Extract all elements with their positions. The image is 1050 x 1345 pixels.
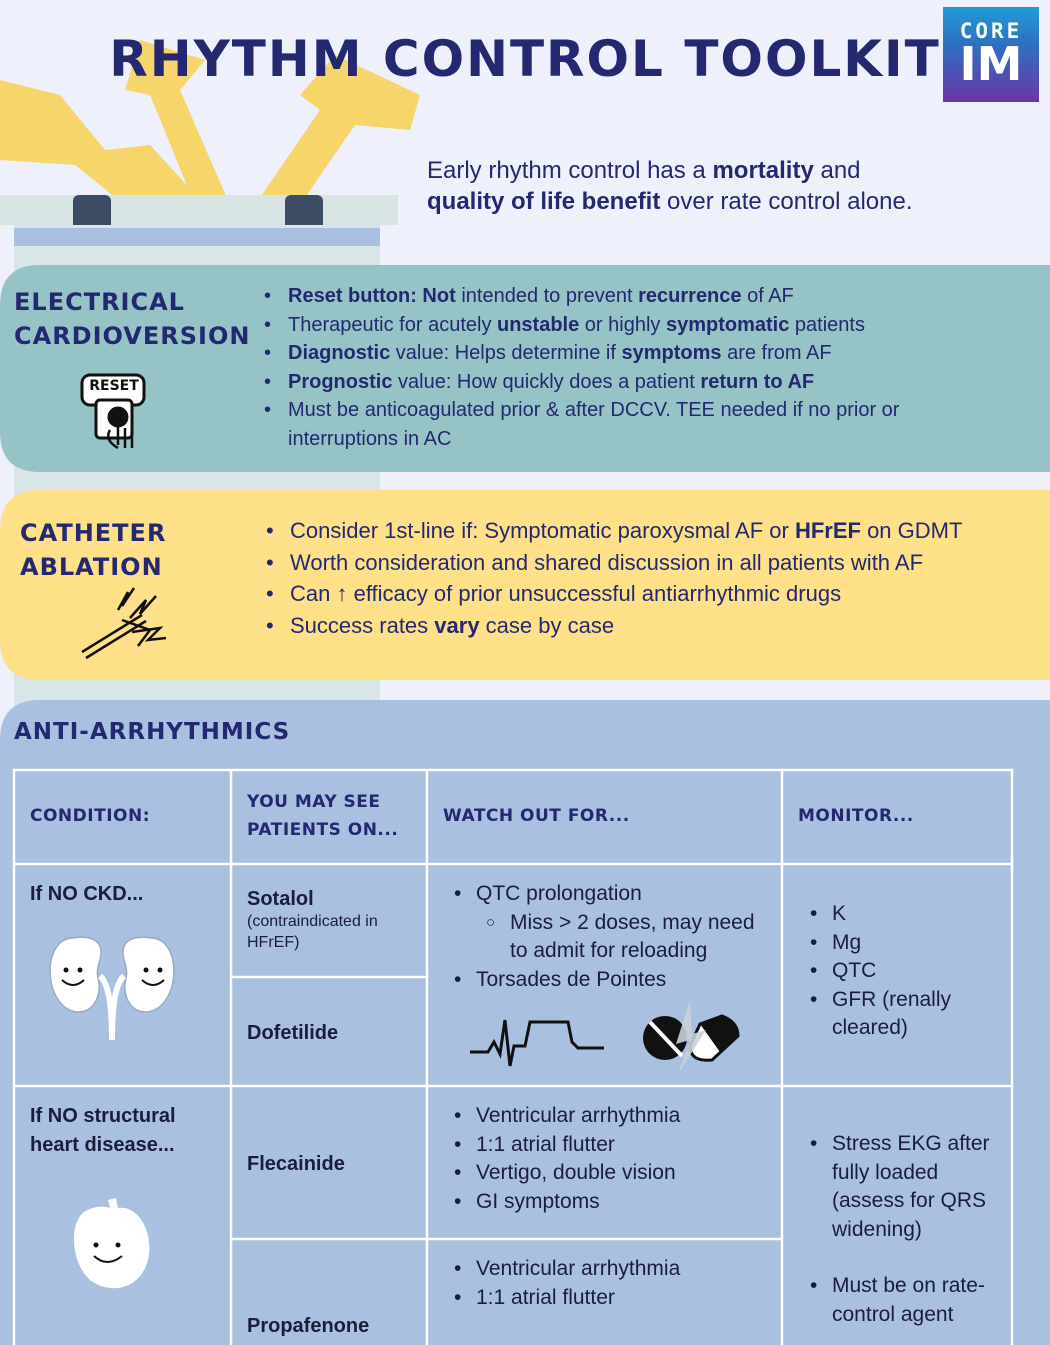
reset-icon-label: RESET [89, 378, 139, 394]
drug-note: (contraindicated in HFrEF) [247, 913, 378, 951]
list-item: • Must be anticoagulated prior & after DCCV. TEE needed if no prior or interruptions in AC [262, 396, 988, 453]
drug-name: Sotalol [247, 888, 314, 910]
heading-line: CATHETER [20, 519, 167, 547]
ckd-monitor-list [808, 900, 998, 1043]
list-item: • Worth consideration and shared discussion in all patients with AF [264, 547, 1024, 579]
catheter-ablation-heading [20, 516, 166, 584]
toolbox-stripe [14, 228, 380, 246]
list-item: • 1:1 atrial flutter [452, 1131, 772, 1160]
list-item: • 1:1 atrial flutter [452, 1284, 772, 1313]
header-line: YOU MAY SEE [247, 792, 381, 812]
intro-emphasis: quality of life benefit [427, 188, 661, 215]
intro-text: and [813, 157, 861, 184]
list-item: • Prognostic value: How quickly does a patient return to AF [262, 368, 1002, 397]
drug-propafenone: Propafenone [247, 1315, 370, 1337]
list-item: • Can ↑ efficacy of prior unsuccessful antiarrhythmic drugs [264, 578, 1024, 610]
list-item: • GFR (renally cleared) [808, 986, 998, 1043]
header-condition: CONDITION: [30, 806, 150, 826]
catheter-ablation-list [264, 515, 1024, 641]
list-item: • Consider 1st-line if: Symptomatic paroxysmal AF or HFrEF on GDMT [264, 515, 1024, 547]
list-item: • Torsades de Pointes [452, 966, 772, 995]
condition-no-ckd: If NO CKD... [30, 883, 144, 905]
intro-text: over rate control alone. [660, 188, 913, 215]
electrical-cardioversion-heading [14, 285, 250, 353]
page-title: RHYTHM CONTROL TOOLKIT [109, 30, 941, 88]
list-item: • QTC prolongation [452, 880, 772, 909]
list-item: • Vertigo, double vision [452, 1159, 772, 1188]
shd-monitor-list [808, 1130, 1008, 1329]
antiarrhythmics-heading: ANTI-ARRHYTHMICS [14, 719, 291, 745]
list-item: • K [808, 900, 998, 929]
logo-core-text: CORE [959, 19, 1023, 43]
core-im-logo [943, 7, 1039, 102]
ckd-watch-list [452, 880, 772, 994]
heading-line: CARDIOVERSION [14, 322, 251, 350]
list-item: • Ventricular arrhythmia [452, 1255, 772, 1284]
list-item: • Mg [808, 929, 998, 958]
header-line: PATIENTS ON... [247, 820, 399, 840]
intro-emphasis: mortality [712, 157, 814, 184]
heading-line: ELECTRICAL [14, 288, 185, 316]
propafenone-watch-list [452, 1255, 772, 1312]
list-item: • Therapeutic for acutely unstable or highly symptomatic patients [262, 311, 1002, 340]
list-subitem: ○ Miss > 2 doses, may need to admit for reloading [452, 909, 772, 966]
toolbox-lid [0, 195, 398, 225]
intro-text: Early rhythm control has a [427, 157, 713, 184]
flecainide-watch-list [452, 1102, 772, 1216]
header-you-may-see [247, 788, 398, 844]
drug-sotalol [247, 888, 417, 953]
list-item: • GI symptoms [452, 1188, 772, 1217]
condition-no-structural-heart-disease: If NO structural heart disease... [30, 1105, 176, 1156]
header-watch-out: WATCH OUT FOR... [443, 806, 630, 826]
electrical-cardioversion-list [262, 282, 1002, 453]
header-monitor: MONITOR... [798, 806, 914, 826]
drug-flecainide: Flecainide [247, 1153, 345, 1175]
list-item: • Reset button: Not intended to prevent recurrence of AF [262, 282, 1002, 311]
list-item: • QTC [808, 957, 998, 986]
list-item: • Must be on rate-control agent [808, 1272, 1008, 1329]
list-item: • Diagnostic value: Helps determine if symptoms are from AF [262, 339, 1002, 368]
list-item: • Success rates vary case by case [264, 610, 1024, 642]
list-item: • Ventricular arrhythmia [452, 1102, 772, 1131]
drug-dofetilide: Dofetilide [247, 1022, 339, 1044]
list-item: • Stress EKG after fully loaded (assess for QRS widening) [808, 1130, 1008, 1244]
intro-statement [427, 155, 1027, 217]
logo-im-text: IM [959, 37, 1023, 91]
heading-line: ABLATION [20, 553, 163, 581]
